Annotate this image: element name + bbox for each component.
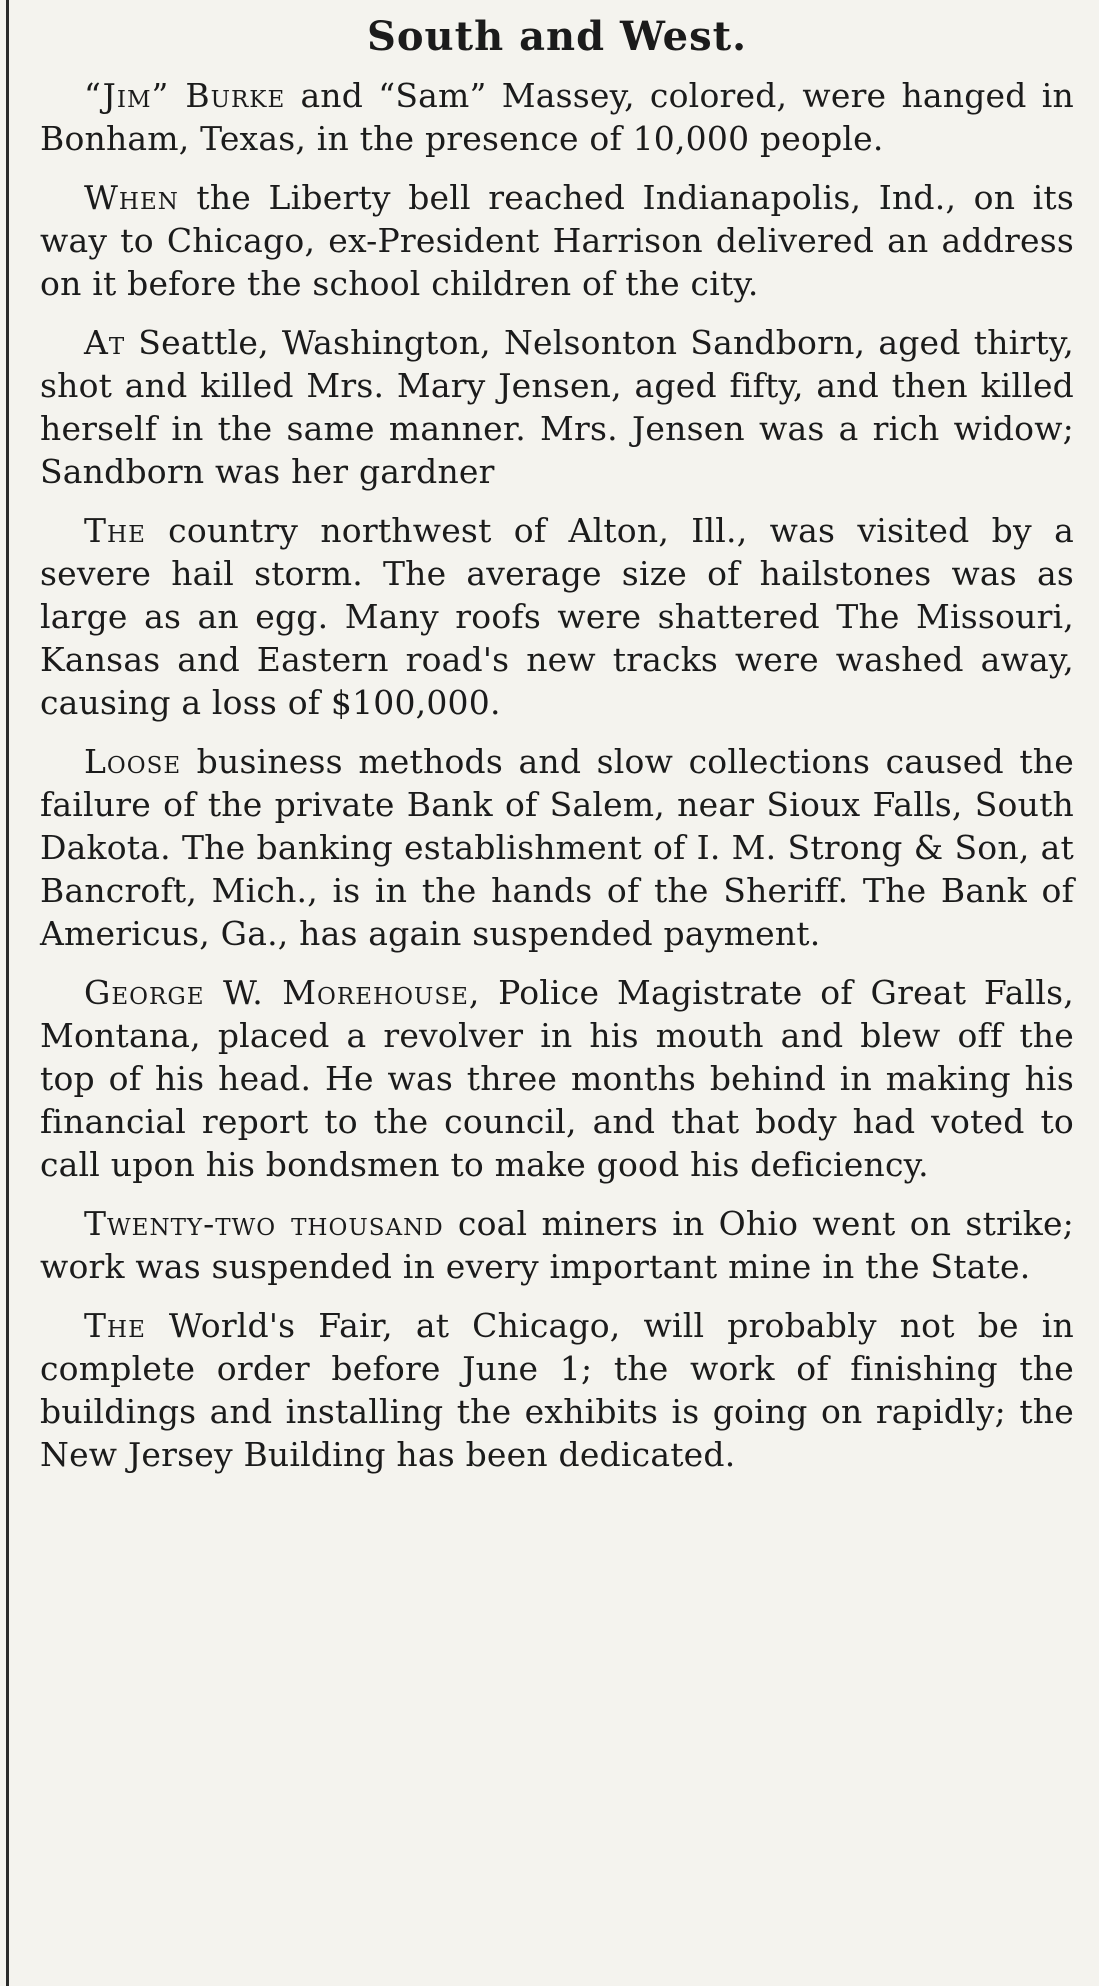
- news-column: [40, 10, 1074, 1492]
- item-lead: Loose: [84, 742, 182, 781]
- item-lead: George W. Morehouse,: [84, 973, 481, 1012]
- news-item-coal-strike: [40, 1202, 1074, 1288]
- news-item-worlds-fair: [40, 1304, 1074, 1476]
- item-text: and “Sam” Massey, colored, were hanged in Bonham, Texas, in the presence of 10,000 people.: [40, 76, 1074, 158]
- news-item-hail-storm: [40, 509, 1074, 724]
- column-rule: [6, 0, 9, 1986]
- news-item-morehouse: [40, 971, 1074, 1186]
- news-item-burke-massey: [40, 74, 1074, 160]
- item-text: World's Fair, at Chicago, will probably not be in complete order before June 1; the work of finishing the buildings and installing the exhibits is going on rapidly; the New Jersey Building has been dedicated.: [40, 1306, 1074, 1474]
- item-text: coal miners in Ohio went on strike; work was suspended in every important mine in the State.: [40, 1204, 1074, 1286]
- item-lead: When: [84, 178, 179, 217]
- item-text: country northwest of Alton, Ill., was visited by a severe hail storm. The average size of hailstones was as large as an egg. Many roofs were shattered The Missouri, Kansas and Eastern road's new tracks were washed away, causing a loss of $100,000.: [40, 511, 1074, 722]
- news-item-seattle: [40, 321, 1074, 493]
- item-lead: The: [84, 1306, 146, 1345]
- item-text: Seattle, Washington, Nelsonton Sandborn, aged thirty, shot and killed Mrs. Mary Jensen, aged fifty, and then killed herself in the same manner. Mrs. Jensen was a rich widow; Sandborn was her gardner: [40, 323, 1074, 491]
- item-text: Police Magistrate of Great Falls, Montana, placed a revolver in his mouth and blew off the top of his head. He was three months behind in making his financial report to the council, and that body had voted to call upon his bondsmen to make good his deficiency.: [40, 973, 1074, 1184]
- item-text: business methods and slow collections caused the failure of the private Bank of Salem, near Sioux Falls, South Dakota. The banking establishment of I. M. Strong & Son, at Bancroft, Mich., is in the hands of the Sheriff. The Bank of Americus, Ga., has again suspended payment.: [40, 742, 1074, 953]
- item-lead: “Jim” Burke: [84, 76, 286, 115]
- headline: South and West.: [366, 13, 748, 60]
- item-lead: Twenty-two thousand: [84, 1204, 444, 1243]
- news-item-bank-failures: [40, 740, 1074, 955]
- news-item-liberty-bell: [40, 176, 1074, 305]
- item-text: the Liberty bell reached Indianapolis, Ind., on its way to Chicago, ex-President Harrison delivered an address on it before the school children of the city.: [40, 178, 1074, 303]
- item-lead: The: [84, 511, 146, 550]
- item-lead: At: [84, 323, 126, 362]
